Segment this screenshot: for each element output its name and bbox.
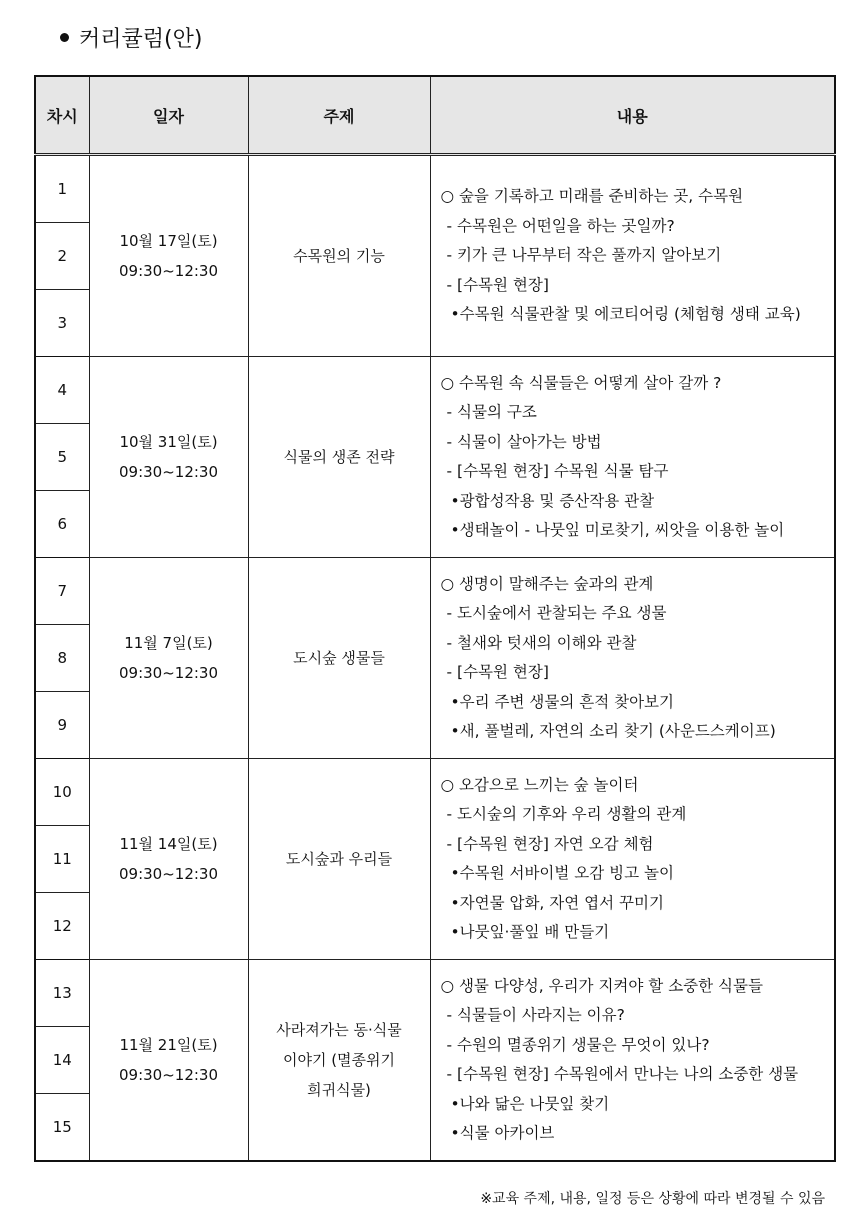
session-number: 12 [35, 893, 89, 960]
content-line-main: ○ 숲을 기록하고 미래를 준비하는 곳, 수목원 [440, 187, 744, 206]
table-header-row [35, 76, 835, 155]
content-line-bullet: •생태놀이 - 나뭇잎 미로찾기, 씨앗을 이용한 놀이 [450, 521, 785, 539]
content-line-main: ○ 오감으로 느끼는 숲 놀이터 [440, 775, 639, 794]
session-number: 5 [35, 424, 89, 491]
session-time: 09:30~12:30 [118, 1066, 219, 1084]
session-number: 4 [35, 357, 89, 424]
content-line-sub: - 철새와 텃새의 이해와 관찰 [446, 633, 637, 652]
session-number: 13 [35, 960, 89, 1027]
session-content [430, 558, 835, 759]
session-number: 14 [35, 1027, 89, 1094]
content-line-main: ○ 생명이 말해주는 숲과의 관계 [440, 574, 654, 593]
content-line-bullet: •수목원 서바이벌 오감 빙고 놀이 [450, 864, 675, 882]
session-date-cell [89, 558, 248, 759]
content-line-sub: - [수목원 현장] [446, 663, 549, 681]
table-row [35, 155, 835, 223]
session-time: 09:30~12:30 [118, 463, 219, 481]
session-number: 10 [35, 759, 89, 826]
content-line-bullet: •나뭇잎·풀잎 배 만들기 [450, 923, 610, 941]
content-line-sub: - 수목원은 어떤일을 하는 곳일까? [446, 216, 675, 235]
content-line-sub: - 수원의 멸종위기 생물은 무엇이 있나? [446, 1035, 710, 1054]
session-time: 09:30~12:30 [118, 865, 219, 883]
content-line-sub: - 키가 큰 나무부터 작은 풀까지 알아보기 [446, 246, 722, 265]
content-line-bullet: •식물 아카이브 [450, 1124, 555, 1142]
session-number: 15 [35, 1094, 89, 1162]
table-row [35, 759, 835, 826]
content-line-sub: - 도시숲의 기후와 우리 생활의 관계 [446, 805, 687, 823]
bullet-dot-icon [60, 33, 69, 42]
session-number: 2 [35, 223, 89, 290]
content-line-sub: - 식물이 살아가는 방법 [446, 432, 602, 451]
session-number: 6 [35, 491, 89, 558]
content-line-bullet: •우리 주변 생물의 흔적 찾아보기 [450, 692, 675, 711]
session-date: 10월 31일(토) [119, 433, 218, 451]
session-content [430, 759, 835, 960]
content-line-bullet: •새, 풀벌레, 자연의 소리 찾기 (사운드스케이프) [450, 722, 776, 740]
content-line-main: ○ 수목원 속 식물들은 어떻게 살아 갈까 ? [440, 373, 722, 392]
header-theme: 주제 [248, 76, 430, 155]
content-line-sub: - 식물의 구조 [446, 403, 537, 421]
session-theme: 사라져가는 동·식물 이야기 (멸종위기 희귀식물) [248, 960, 430, 1162]
header-date: 일자 [89, 76, 248, 155]
content-line-sub: - [수목원 현장] 수목원에서 만나는 나의 소중한 생물 [446, 1065, 799, 1083]
session-date: 11월 21일(토) [119, 1036, 218, 1054]
content-line-sub: - [수목원 현장] 수목원 식물 탐구 [446, 462, 669, 480]
session-content [430, 960, 835, 1162]
session-number: 1 [35, 155, 89, 223]
heading-text: 커리큘럼(안) [79, 27, 203, 52]
session-date: 10월 17일(토) [119, 232, 218, 250]
content-line-sub: - 식물들이 사라지는 이유? [446, 1006, 625, 1024]
session-date-cell [89, 357, 248, 558]
content-line-bullet: •수목원 식물관찰 및 에코티어링 (체험형 생태 교육) [450, 305, 801, 324]
session-number: 11 [35, 826, 89, 893]
session-date-cell [89, 759, 248, 960]
content-line-bullet: •나와 닮은 나뭇잎 찾기 [450, 1094, 610, 1113]
session-content [430, 155, 835, 357]
content-line-sub: - 도시숲에서 관찰되는 주요 생물 [446, 604, 667, 622]
table-row [35, 558, 835, 625]
session-content [430, 357, 835, 558]
session-theme: 수목원의 기능 [248, 155, 430, 357]
session-number: 3 [35, 290, 89, 357]
session-time: 09:30~12:30 [118, 664, 219, 682]
content-line-main: ○ 생물 다양성, 우리가 지켜야 할 소중한 식물들 [440, 976, 763, 995]
session-number: 8 [35, 625, 89, 692]
curriculum-heading [60, 22, 202, 53]
content-line-sub: - [수목원 현장] [446, 275, 549, 294]
session-time: 09:30~12:30 [118, 262, 219, 280]
content-line-bullet: •자연물 압화, 자연 엽서 꾸미기 [450, 893, 664, 912]
table-row [35, 357, 835, 424]
table-body [35, 155, 835, 1162]
session-number: 7 [35, 558, 89, 625]
curriculum-table [34, 75, 836, 1162]
session-date: 11월 7일(토) [124, 634, 213, 652]
session-number: 9 [35, 692, 89, 759]
session-date: 11월 14일(토) [119, 835, 218, 853]
header-content: 내용 [430, 76, 835, 155]
content-line-sub: - [수목원 현장] 자연 오감 체험 [446, 834, 654, 853]
session-date-cell [89, 960, 248, 1162]
content-line-bullet: •광합성작용 및 증산작용 관찰 [450, 491, 655, 510]
change-notice: ※교육 주제, 내용, 일정 등은 상황에 따라 변경될 수 있음 [480, 1191, 825, 1207]
session-theme: 도시숲과 우리들 [248, 759, 430, 960]
header-session: 차시 [35, 76, 89, 155]
session-date-cell [89, 155, 248, 357]
session-theme: 식물의 생존 전략 [248, 357, 430, 558]
session-theme: 도시숲 생물들 [248, 558, 430, 759]
table-row [35, 960, 835, 1027]
